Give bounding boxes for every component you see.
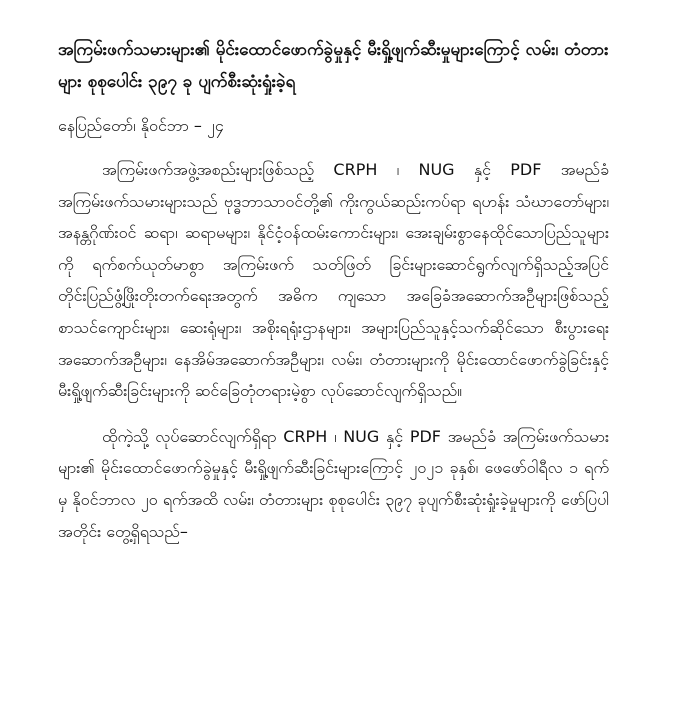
dateline: နေပြည်တော်၊ နိုဝင်ဘာ – ၂၄ — [58, 116, 224, 135]
headline: အကြမ်းဖက်သမားများ၏ မိုင်းထောင်ဖောက်ခွဲမှုနှင့် မီးရှို့ဖျက်ဆီးမှုများကြောင့် လမ်း၊ တံတားများ စုစုပေါင်း ၃၉၇ ခု ပျက်စီးဆုံးရှုံးခဲ့ရ — [58, 40, 609, 92]
paragraph-1: အကြမ်းဖက်အဖွဲ့အစည်းများဖြစ်သည့် CRPH ၊ NUG နှင့် PDF အမည်ခံ အကြမ်းဖက်သမားများသည် ဗုဒ္ဓဘာသာဝင်တို့၏ ကိုးကွယ်ဆည်းကပ်ရာ ရဟန်း သံဃာတော်များ၊ အနန္တဂိုဏ်းဝင် ဆရာ၊ ဆရာမများ၊ နိုင်ငံ့ဝန်ထမ်းကောင်းများ၊ အေးချမ်းစွာနေထိုင်သောပြည်သူများကို ရက်စက်ယုတ်မာစွာ အကြမ်းဖက် သတ်ဖြတ် ခြင်းများဆောင်ရွက်လျက်ရှိသည့်အပြင် တိုင်းပြည်ဖွံ့ဖြိုးတိုးတက်ရေးအတွက် အဓိက ကျသော အခြေခံအဆောက်အဦများဖြစ်သည့် စာသင်ကျောင်းများ၊ ဆေးရုံများ၊ အစိုးရရုံးဌာနများ၊ အများပြည်သူနှင့်သက်ဆိုင်သော စီးပွားရေးအဆောက်အဦများ၊ နေအိမ်အဆောက်အဦများ၊ လမ်း၊ တံတားများကို မိုင်းထောင်ဖောက်ခွဲခြင်းနှင့် မီးရှို့ဖျက်ဆီးခြင်းများကို ဆင်ခြေတုံတရားမဲ့စွာ လုပ်ဆောင်လျက်ရှိသည်။ — [58, 160, 609, 401]
paragraph-2: ထိုကဲ့သို့ လုပ်ဆောင်လျက်ရှိရာ CRPH ၊ NUG နှင့် PDF အမည်ခံ အကြမ်းဖက်သမားများ၏ မိုင်းထောင်ဖောက်ခွဲမှုနှင့် မီးရှို့ဖျက်ဆီးခြင်းများကြောင့် ၂၀၂၁ ခုနှစ်၊ ဖေဖော်ဝါရီလ ၁ ရက်မှ နိုဝင်ဘာလ ၂၀ ရက်အထိ လမ်း၊ တံတားများ စုစုပေါင်း ၃၉၇ ခုပျက်စီးဆုံးရှုံးခဲ့မှုများကို ဖော်ပြပါအတိုင်း တွေ့ရှိရသည်– — [58, 426, 609, 541]
